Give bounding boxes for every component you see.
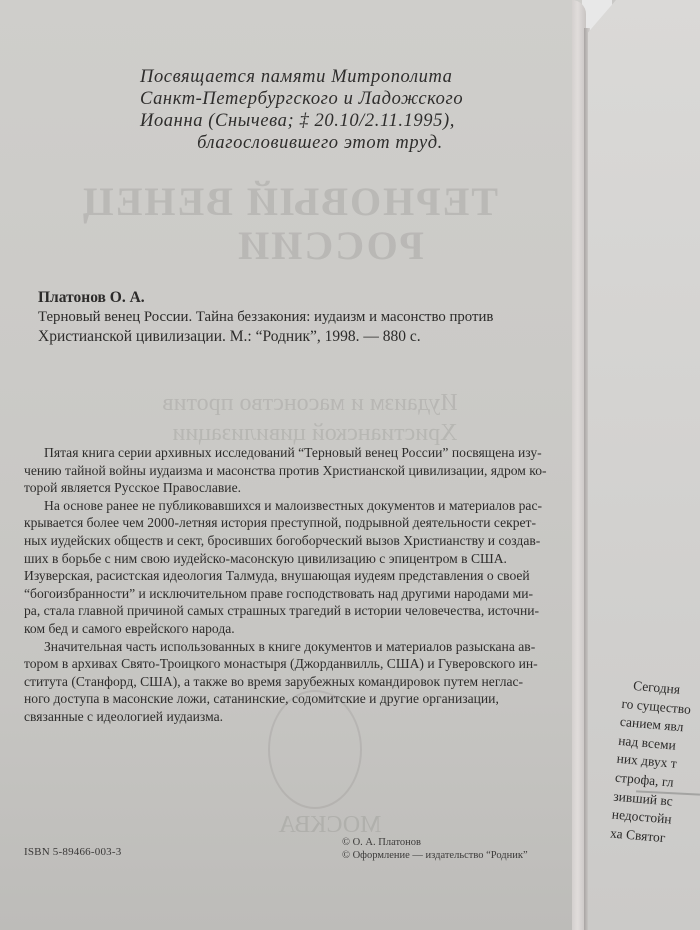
- bibliographic-record: [38, 288, 582, 346]
- isbn: ISBN 5-89466-003-3: [24, 846, 122, 858]
- facing-page-line: го существо: [620, 695, 692, 717]
- annotation-line: На основе ранее не публиковавшихся и малоизвестных документов и материалов рас-: [44, 497, 543, 513]
- dedication: [140, 66, 510, 154]
- facing-page-line: строфа, гл: [614, 769, 675, 790]
- bibliographic-line: Христианской цивилизации. М.: “Родник”, 1998. — 880 с.: [38, 328, 421, 345]
- annotation-line: Изуверская, расистская идеология Талмуда, внушающая иудеям представления о своей: [24, 568, 530, 584]
- annotation-line: ком бед и самого еврейского народа.: [24, 620, 235, 636]
- annotation-line: крывается более чем 2000-летняя история преступной, подрывной деятельности секрет-: [24, 515, 537, 531]
- facing-page-line: них двух т: [616, 751, 678, 772]
- dedication-line: благословившего этот труд.: [197, 133, 443, 153]
- bleed-through-subtitle-line2: Христианской цивилизации: [172, 420, 458, 446]
- copyright-block: [342, 836, 528, 862]
- annotation: [24, 444, 580, 726]
- copyright-author: © О. А. Платонов: [342, 837, 422, 848]
- annotation-line: Значительная часть использованных в книге документов и материалов разыскана ав-: [44, 638, 536, 654]
- bleed-through-subtitle-line1: Иудаизм и масонство против: [162, 390, 458, 416]
- author-name: Платонов О. А.: [38, 289, 145, 306]
- annotation-line: торой является Русское Православие.: [24, 480, 241, 496]
- annotation-line: Пятая книга серии архивных исследований “Терновый венец России” посвящена изу-: [44, 445, 542, 460]
- copyright-design: © Оформление — издательство “Родник”: [342, 850, 528, 861]
- facing-page-line: санием явл: [619, 714, 685, 735]
- bleed-through-city: МОСКВА: [278, 812, 382, 838]
- bleed-through-title-line1: ТЕРНОВЫЙ ВЕНЕЦ: [80, 179, 498, 224]
- facing-page-line: недостойн: [611, 806, 673, 827]
- dedication-line: Иоанна (Снычева; ‡ 20.10/2.11.1995),: [140, 111, 455, 131]
- annotation-line: ных иудейских обществ и сект, бросивших богоборческий вызов Христианству и создав-: [24, 532, 541, 548]
- bleed-through-title-line2: РОССИИ: [236, 223, 424, 268]
- facing-page-line: ха Святог: [609, 825, 667, 845]
- annotation-line: ра, стала главной причиной самых страшных трагедий в истории человечества, источни-: [24, 603, 540, 619]
- dedication-line: Посвящается памяти Митрополита: [140, 67, 453, 87]
- bibliographic-line: Терновый венец России. Тайна беззакония: иудаизм и масонство против: [38, 309, 494, 325]
- annotation-line: “богоизбранности” и исключительном праве господствовать над другими народами ми-: [24, 585, 534, 601]
- annotation-line: ститута (Станфорд, США), а также во время зарубежных командировок путем неглас-: [24, 673, 524, 689]
- annotation-line: тором в архивах Свято-Троицкого монастыря (Джорданвилль, США) и Гуверовского ин-: [24, 656, 538, 672]
- facing-page-line: над всеми: [617, 732, 677, 753]
- facing-page-line: Сегодня: [632, 677, 681, 697]
- annotation-line: ного доступа в масонские ложи, сатанинские, содомитские и другие организации,: [24, 691, 499, 707]
- facing-page-line: зивший вс: [612, 788, 674, 809]
- dedication-line: Санкт-Петербургского и Ладожского: [140, 89, 464, 109]
- annotation-line: ших в борьбе с ним свою иудейско-масонскую цивилизацию с эпицентром в США.: [24, 550, 507, 566]
- facing-page-text: [609, 676, 693, 849]
- annotation-line: связанные с идеологией иудаизма.: [24, 708, 224, 724]
- annotation-line: чению тайной войны иудаизма и масонства против Христианской цивилизации, ядром ко-: [24, 462, 547, 478]
